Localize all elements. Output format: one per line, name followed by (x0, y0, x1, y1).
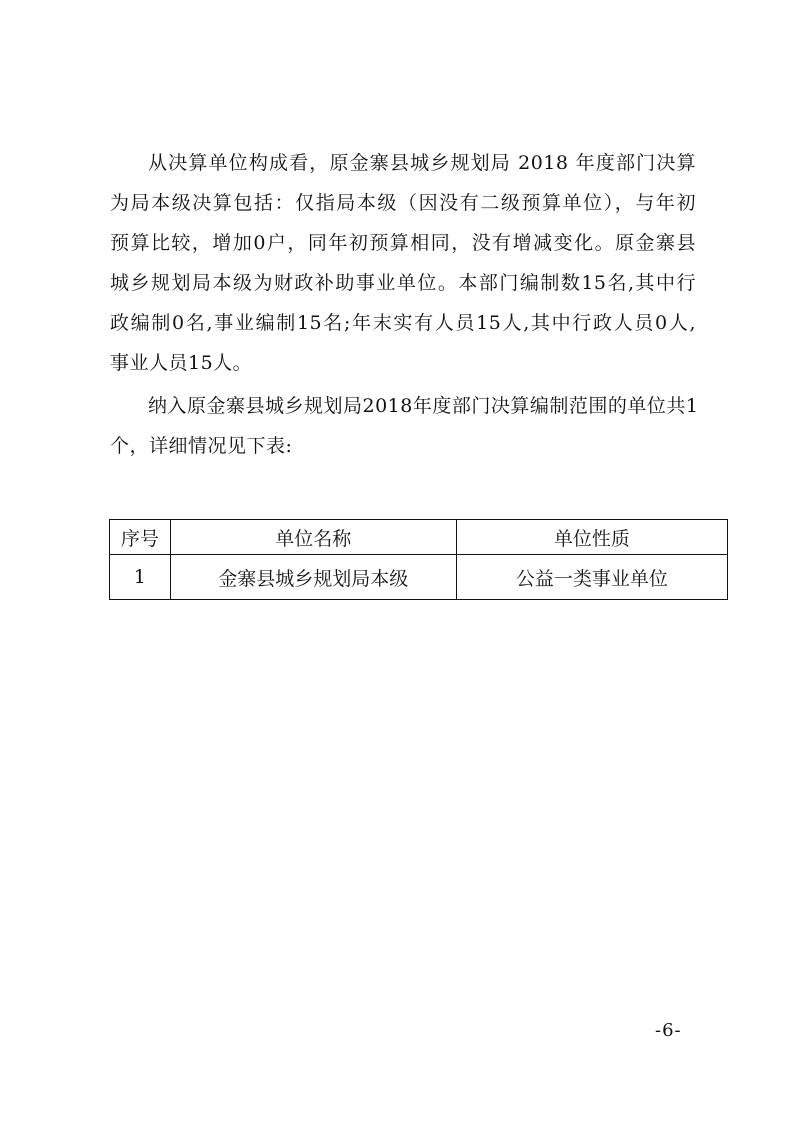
header-serial-number: 序号 (110, 520, 171, 555)
header-unit-nature: 单位性质 (456, 520, 727, 555)
paragraph-line: 为局本级决算包括：仅指局本级（因没有二级预算单位），与年初 (110, 192, 696, 214)
cell-unit-nature: 公益一类事业单位 (456, 555, 727, 600)
page-number: -6- (655, 1020, 682, 1041)
paragraph-line: 从决算单位构成看，原金寨县城乡规划局 2018 年度部门决算 (148, 152, 696, 174)
table-row (110, 555, 728, 600)
paragraph-line: 纳入原金寨县城乡规划局2018年度部门决算编制范围的单位共1 (148, 395, 699, 417)
paragraph-line: 城乡规划局本级为财政补助事业单位。本部门编制数15名,其中行 (110, 272, 696, 294)
paragraph-line: 个，详细情况见下表: (110, 435, 293, 457)
units-table (109, 519, 728, 600)
header-unit-name: 单位名称 (170, 520, 456, 555)
paragraph-line: 政编制0名,事业编制15名;年末实有人员15人,其中行政人员0人, (110, 312, 696, 334)
paragraph-line: 预算比较，增加0户，同年初预算相同，没有增减变化。原金寨县 (110, 232, 696, 254)
cell-unit-name: 金寨县城乡规划局本级 (170, 555, 456, 600)
cell-serial-number: 1 (110, 555, 171, 600)
paragraph-line: 事业人员15人。 (110, 352, 253, 374)
table-header-row (110, 520, 728, 555)
